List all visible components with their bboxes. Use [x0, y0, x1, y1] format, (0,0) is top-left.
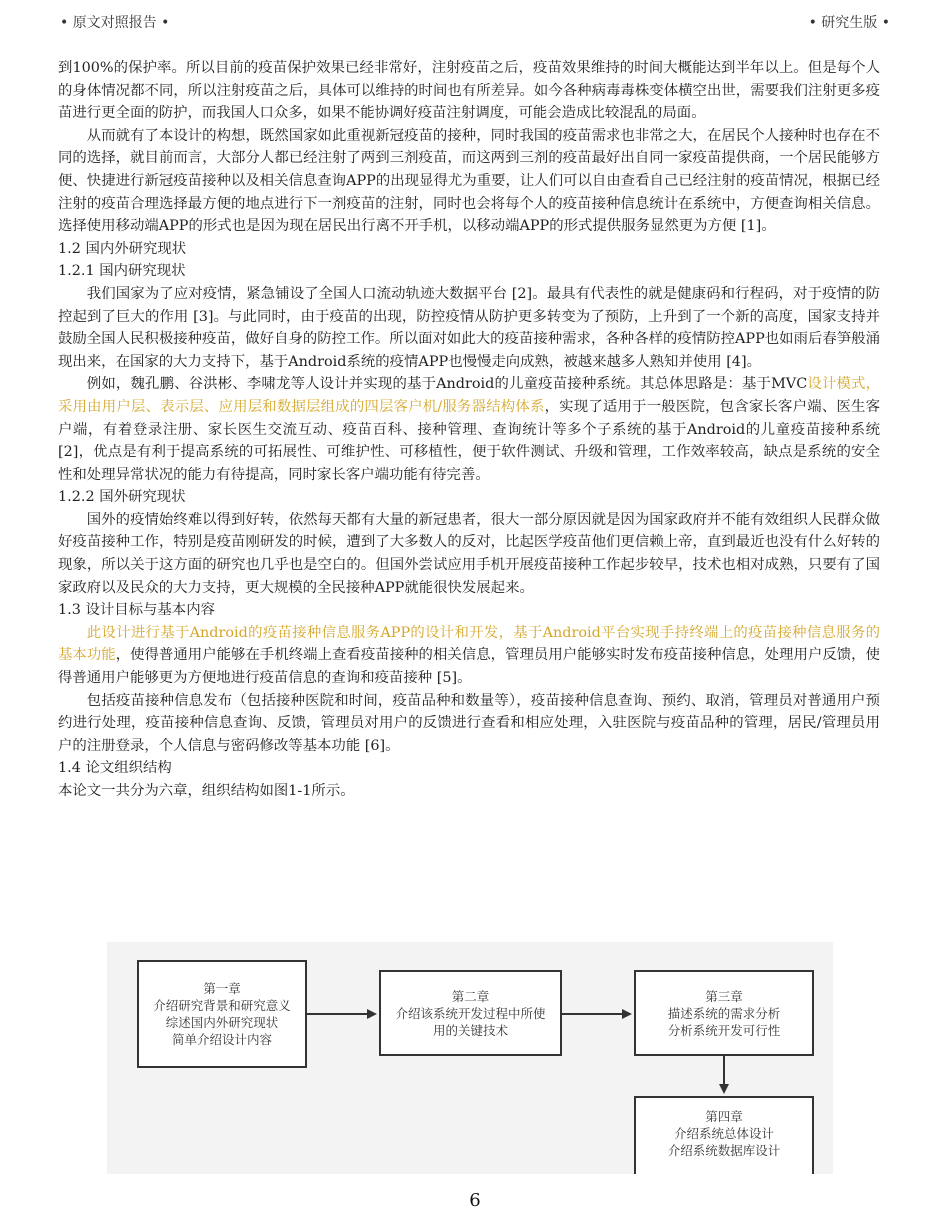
paragraph-structure-intro: 本论文一共分为六章，组织结构如图1-1所示。	[58, 783, 355, 799]
paragraph-design-concept: 从而就有了本设计的构想，既然国家如此重视新冠疫苗的接种，同时我国的疫苗需求也非常之大，在居民个人接种时也存在不同的选择，就目前而言，大部分人都已经注射了两到三剂疫苗，而这两到三剂的疫苗最好出自同一家疫苗提供商，一个居民能够方便、快捷进行新冠疫苗接种以及相关信息查询APP的出现显得尤为重要，让人们可以自由查看自己已经注射的疫苗情况，根据已经注射的疫苗合理选择最方便的地点进行下一剂疫苗的注射，同时也会将每个人的疫苗接种信息统计在系统中，方便查询相关信息。选择使用移动端APP的形式也是因为现在居民出行离不开手机，以移动端APP的形式提供服务显然更为方便 [1]。	[58, 127, 880, 235]
paragraph-domestic-status: 我们国家为了应对疫情，紧急铺设了全国人口流动轨迹大数据平台 [2]。最具有代表性的就是健康码和行程码，对于疫情的防控起到了巨大的作用 [3]。与此同时，由于疫苗的出现，防控疫情从防护更多转变为了预防，上升到了一个新的高度，国家支持并鼓励全国人民积极接种疫苗，做好自身的防控工作。所以面对如此大的疫苗接种需求，各种各样的疫情防控APP也如雨后春笋般涌现出来，在国家的大力支持下，基于Android系统的疫情APP也慢慢走向成熟，被越来越多人熟知并使用 [4]。	[58, 285, 880, 370]
chapter-box-3	[634, 970, 814, 1056]
section-heading-1-3: 1.3 设计目标与基本内容	[58, 602, 215, 619]
page-number: 6	[469, 1190, 481, 1211]
chapter-box-1-line: 简单介绍设计内容	[171, 1032, 272, 1047]
highlighted-text-goal: 此设计进行基于Android的疫苗接种信息服务APP的设计和开发，基于Android平台实现手持终端上的疫苗接种信息服务的基本功能	[58, 624, 880, 664]
chapter-box-2-line: 用的关键技术	[432, 1022, 508, 1038]
paragraph-goal-text: ，使得普通用户能够在手机终端上查看疫苗接种的相关信息，管理员用户能够实时发布疫苗接种信息，处理用户反馈，使得普通用户能够更为方便地进行疫苗信息的查询和疫苗接种 [5]。	[58, 647, 880, 687]
header-right: • 研究生版 •	[808, 15, 890, 31]
chapter-box-4-line: 第四章	[705, 1109, 743, 1124]
paragraph-design-goal	[58, 622, 880, 690]
chapter-box-1	[137, 960, 307, 1068]
header-left: • 原文对照报告 •	[60, 15, 170, 31]
paragraph-example-text-b: ，实现了适用于一般医院，包含家长客户端、医生客户端，有着登录注册、家长医生交流互动、疫苗百科、接种管理、查询统计等多个子系统的基于Android的儿童疫苗接种系统 [2]，优点是有利于提高系统的可拓展性、可维护性、可移植性，便于软件测试、升级和管理，工作效率较高，缺点是系统的安全性和处理异常状况的能力有待提高，同时家长客户端功能有待完善。	[58, 398, 880, 483]
section-heading-1-2-1: 1.2.1 国内研究现状	[58, 263, 186, 280]
paragraph-features: 包括疫苗接种信息发布（包括接种医院和时间，疫苗品种和数量等），疫苗接种信息查询、预约、取消，管理员对普通用户预约进行处理，疫苗接种信息查询、反馈，管理员对用户的反馈进行查看和相应处理，入驻医院与疫苗品种的管理，居民/管理员用户的注册登录，个人信息与密码修改等基本功能 [6]。	[58, 692, 880, 754]
section-heading-1-2-2: 1.2.2 国外研究现状	[58, 489, 186, 506]
chapter-box-1-line: 介绍研究背景和研究意义	[153, 998, 291, 1013]
chapter-box-3-line: 分析系统开发可行性	[667, 1022, 781, 1038]
highlighted-text-mvc: 设计模式，采用由用户层、表示层、应用层和数据层组成的四层客户机/服务器结构体系	[58, 376, 880, 415]
chapter-box-2-line: 介绍该系统开发过程中所使	[395, 1005, 546, 1021]
structure-diagram	[107, 942, 833, 1174]
chapter-box-4-line: 介绍系统数据库设计	[667, 1143, 781, 1158]
chapter-box-1-line: 综述国内外研究现状	[165, 1015, 279, 1030]
paragraph-example-system	[58, 373, 880, 486]
chapter-box-2-line: 第二章	[451, 988, 490, 1004]
chapter-box-4-line: 介绍系统总体设计	[673, 1126, 774, 1141]
paragraph-continuation: 到100%的保护率。所以目前的疫苗保护效果已经非常好，注射疫苗之后，疫苗效果维持的时间大概能达到半年以上。但是每个人的身体情况都不同，所以注射疫苗之后，具体可以维持的时间也有所差异。如今各种病毒毒株变体横空出世，需要我们注射更多疫苗进行更全面的防护，而我国人口众多，如果不能协调好疫苗注射调度，可能会造成比较混乱的局面。	[58, 60, 880, 122]
section-heading-1-4: 1.4 论文组织结构	[58, 760, 172, 777]
chapter-box-3-line: 描述系统的需求分析	[667, 1005, 781, 1021]
chapter-box-2	[379, 970, 562, 1056]
chapter-box-3-line: 第三章	[705, 988, 743, 1004]
section-heading-1-2: 1.2 国内外研究现状	[58, 240, 187, 257]
main-text	[58, 57, 880, 803]
paragraph-example-text-a: 例如，魏孔鹏、谷洪彬、李啸龙等人设计并实现的基于Android的儿童疫苗接种系统。其总体思路是：基于MVC	[86, 376, 808, 393]
paragraph-foreign-status: 国外的疫情始终难以得到好转，依然每天都有大量的新冠患者，很大一部分原因就是因为国家政府并不能有效组织人民群众做好疫苗接种工作，特别是疫苗刚研发的时候，遭到了大多数人的反对，比起医学疫苗他们更信赖上帝，直到最近也没有什么好转的现象，所以关于这方面的研究也几乎也是空白的。但国外尝试应用手机开展疫苗接种工作起步较早，技术也相对成熟，只要有了国家政府以及民众的大力支持，更大规模的全民接种APP就能很快发展起来。	[58, 511, 880, 596]
chapter-box-1-line: 第一章	[203, 981, 241, 996]
chapter-box-4	[634, 1096, 814, 1174]
